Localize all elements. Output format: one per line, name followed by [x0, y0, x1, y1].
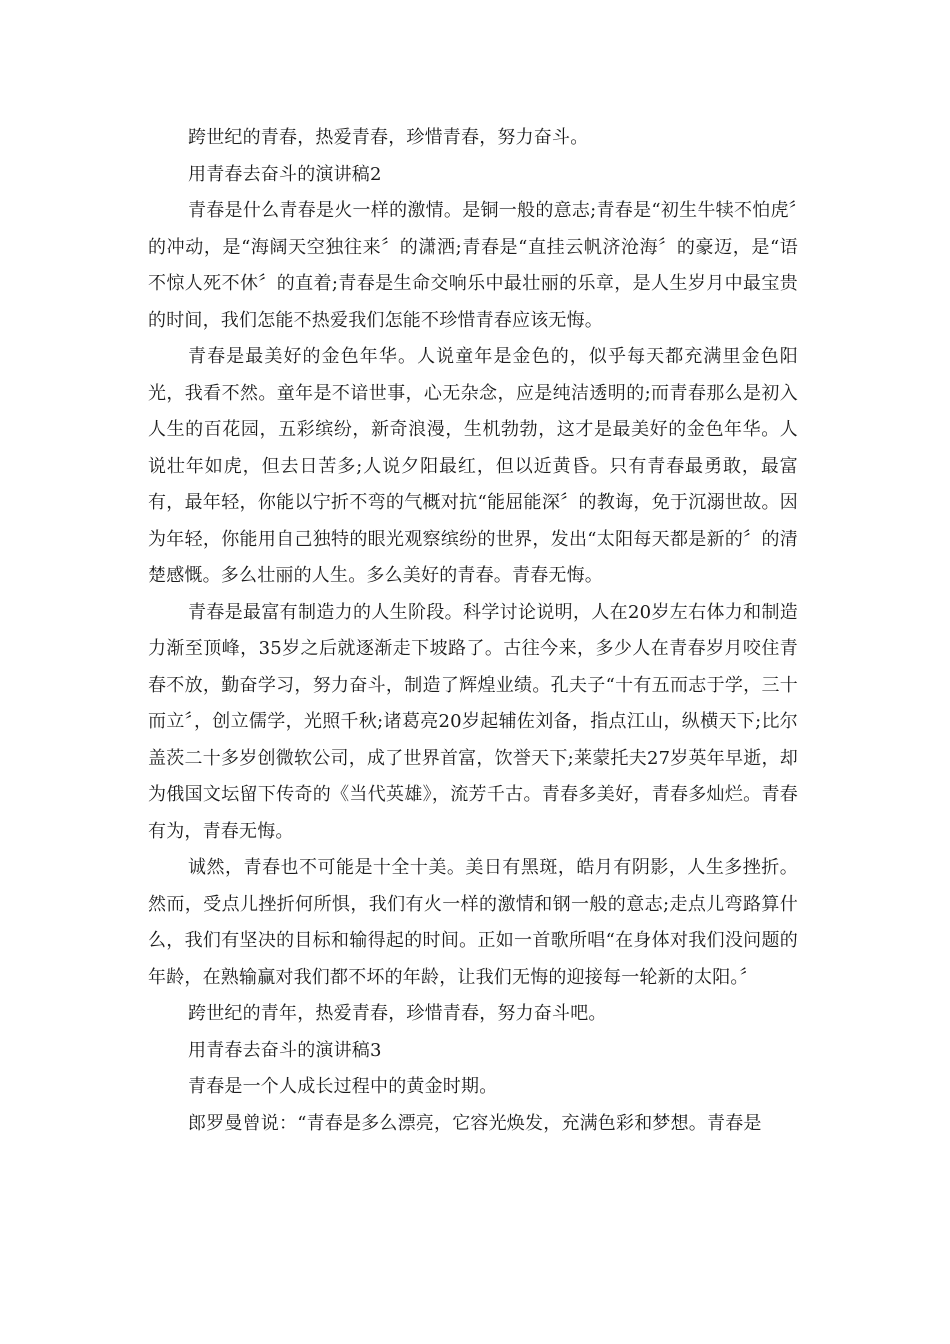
paragraph-closing-1: 跨世纪的青春，热爱青春，珍惜青春，努力奋斗。	[188, 127, 589, 148]
paragraph-what-is-youth: 青春是什么青春是火一样的激情。是铜一般的意志;青春是“初生牛犊不怕虎〞的冲动，是“海阔天空独往来〞的潇洒;青春是“直挂云帆济沧海〞的豪迈，是“语不惊人死不休〞的直着;青春是生命交响乐中最壮丽的乐章，是人生岁月中最宝贵的时间，我们怎能不热爱我们怎能不珍惜青春应该无悔。	[148, 200, 798, 331]
section-heading-3: 用青春去奋斗的演讲稿3	[188, 1039, 382, 1061]
paragraph-romain-quote: 郎罗曼曾说：“青春是多么漂亮，它容光焕发，充满色彩和梦想。青春是	[188, 1112, 762, 1134]
document-body	[148, 120, 798, 1142]
paragraph-golden-years: 青春是最美好的金色年华。人说童年是金色的，似乎每天都充满里金色阳光，我看不然。童年是不谙世事，心无杂念，应是纯洁透明的;而青春那么是初入人生的百花园，五彩缤纷，新奇浪漫，生机勃勃，这才是最美好的金色年华。人说壮年如虎，但去日苦多;人说夕阳最红，但以近黄昏。只有青春最勇敢，最富有，最年轻，你能以宁折不弯的气概对抗“能屈能深〞的教诲，免于沉溺世故。因为年轻，你能用自己独特的眼光观察缤纷的世界，发出“太阳每天都是新的〞的清楚感慨。多么壮丽的人生。多么美好的青春。青春无悔。	[148, 346, 798, 586]
section-heading-2: 用青春去奋斗的演讲稿2	[188, 163, 382, 185]
paragraph-closing-2: 跨世纪的青年，热爱青春，珍惜青春，努力奋斗吧。	[188, 1003, 607, 1024]
paragraph-creative-stage: 青春是最富有制造力的人生阶段。科学讨论说明，人在20岁左右体力和制造力渐至顶峰，35岁之后就逐渐走下坡路了。古往今来，多少人在青春岁月咬住青春不放，勤奋学习，努力奋斗，制造了辉煌业绩。孔夫子“十有五而志于学，三十而立〞，创立儒学，光照千秋;诸葛亮20岁起辅佐刘备，指点江山，纵横天下;比尔盖茨二十多岁创微软公司，成了世界首富，饮誉天下;莱蒙托夫27岁英年早逝，却为俄国文坛留下传奇的《当代英雄》，流芳千古。青春多美好，青春多灿烂。青春有为，青春无悔。	[148, 601, 798, 842]
paragraph-golden-period: 青春是一个人成长过程中的黄金时期。	[188, 1076, 498, 1097]
paragraph-not-perfect: 诚然，青春也不可能是十全十美。美日有黑斑，皓月有阴影，人生多挫折。然而，受点儿挫折何所惧，我们有火一样的激情和钢一般的意志;走点儿弯路算什么，我们有坚决的目标和输得起的时间。正如一首歌所唱“在身体对我们没问题的年龄，在熟输赢对我们都不坏的年龄，让我们无悔的迎接每一轮新的太阳。〞	[148, 857, 798, 988]
